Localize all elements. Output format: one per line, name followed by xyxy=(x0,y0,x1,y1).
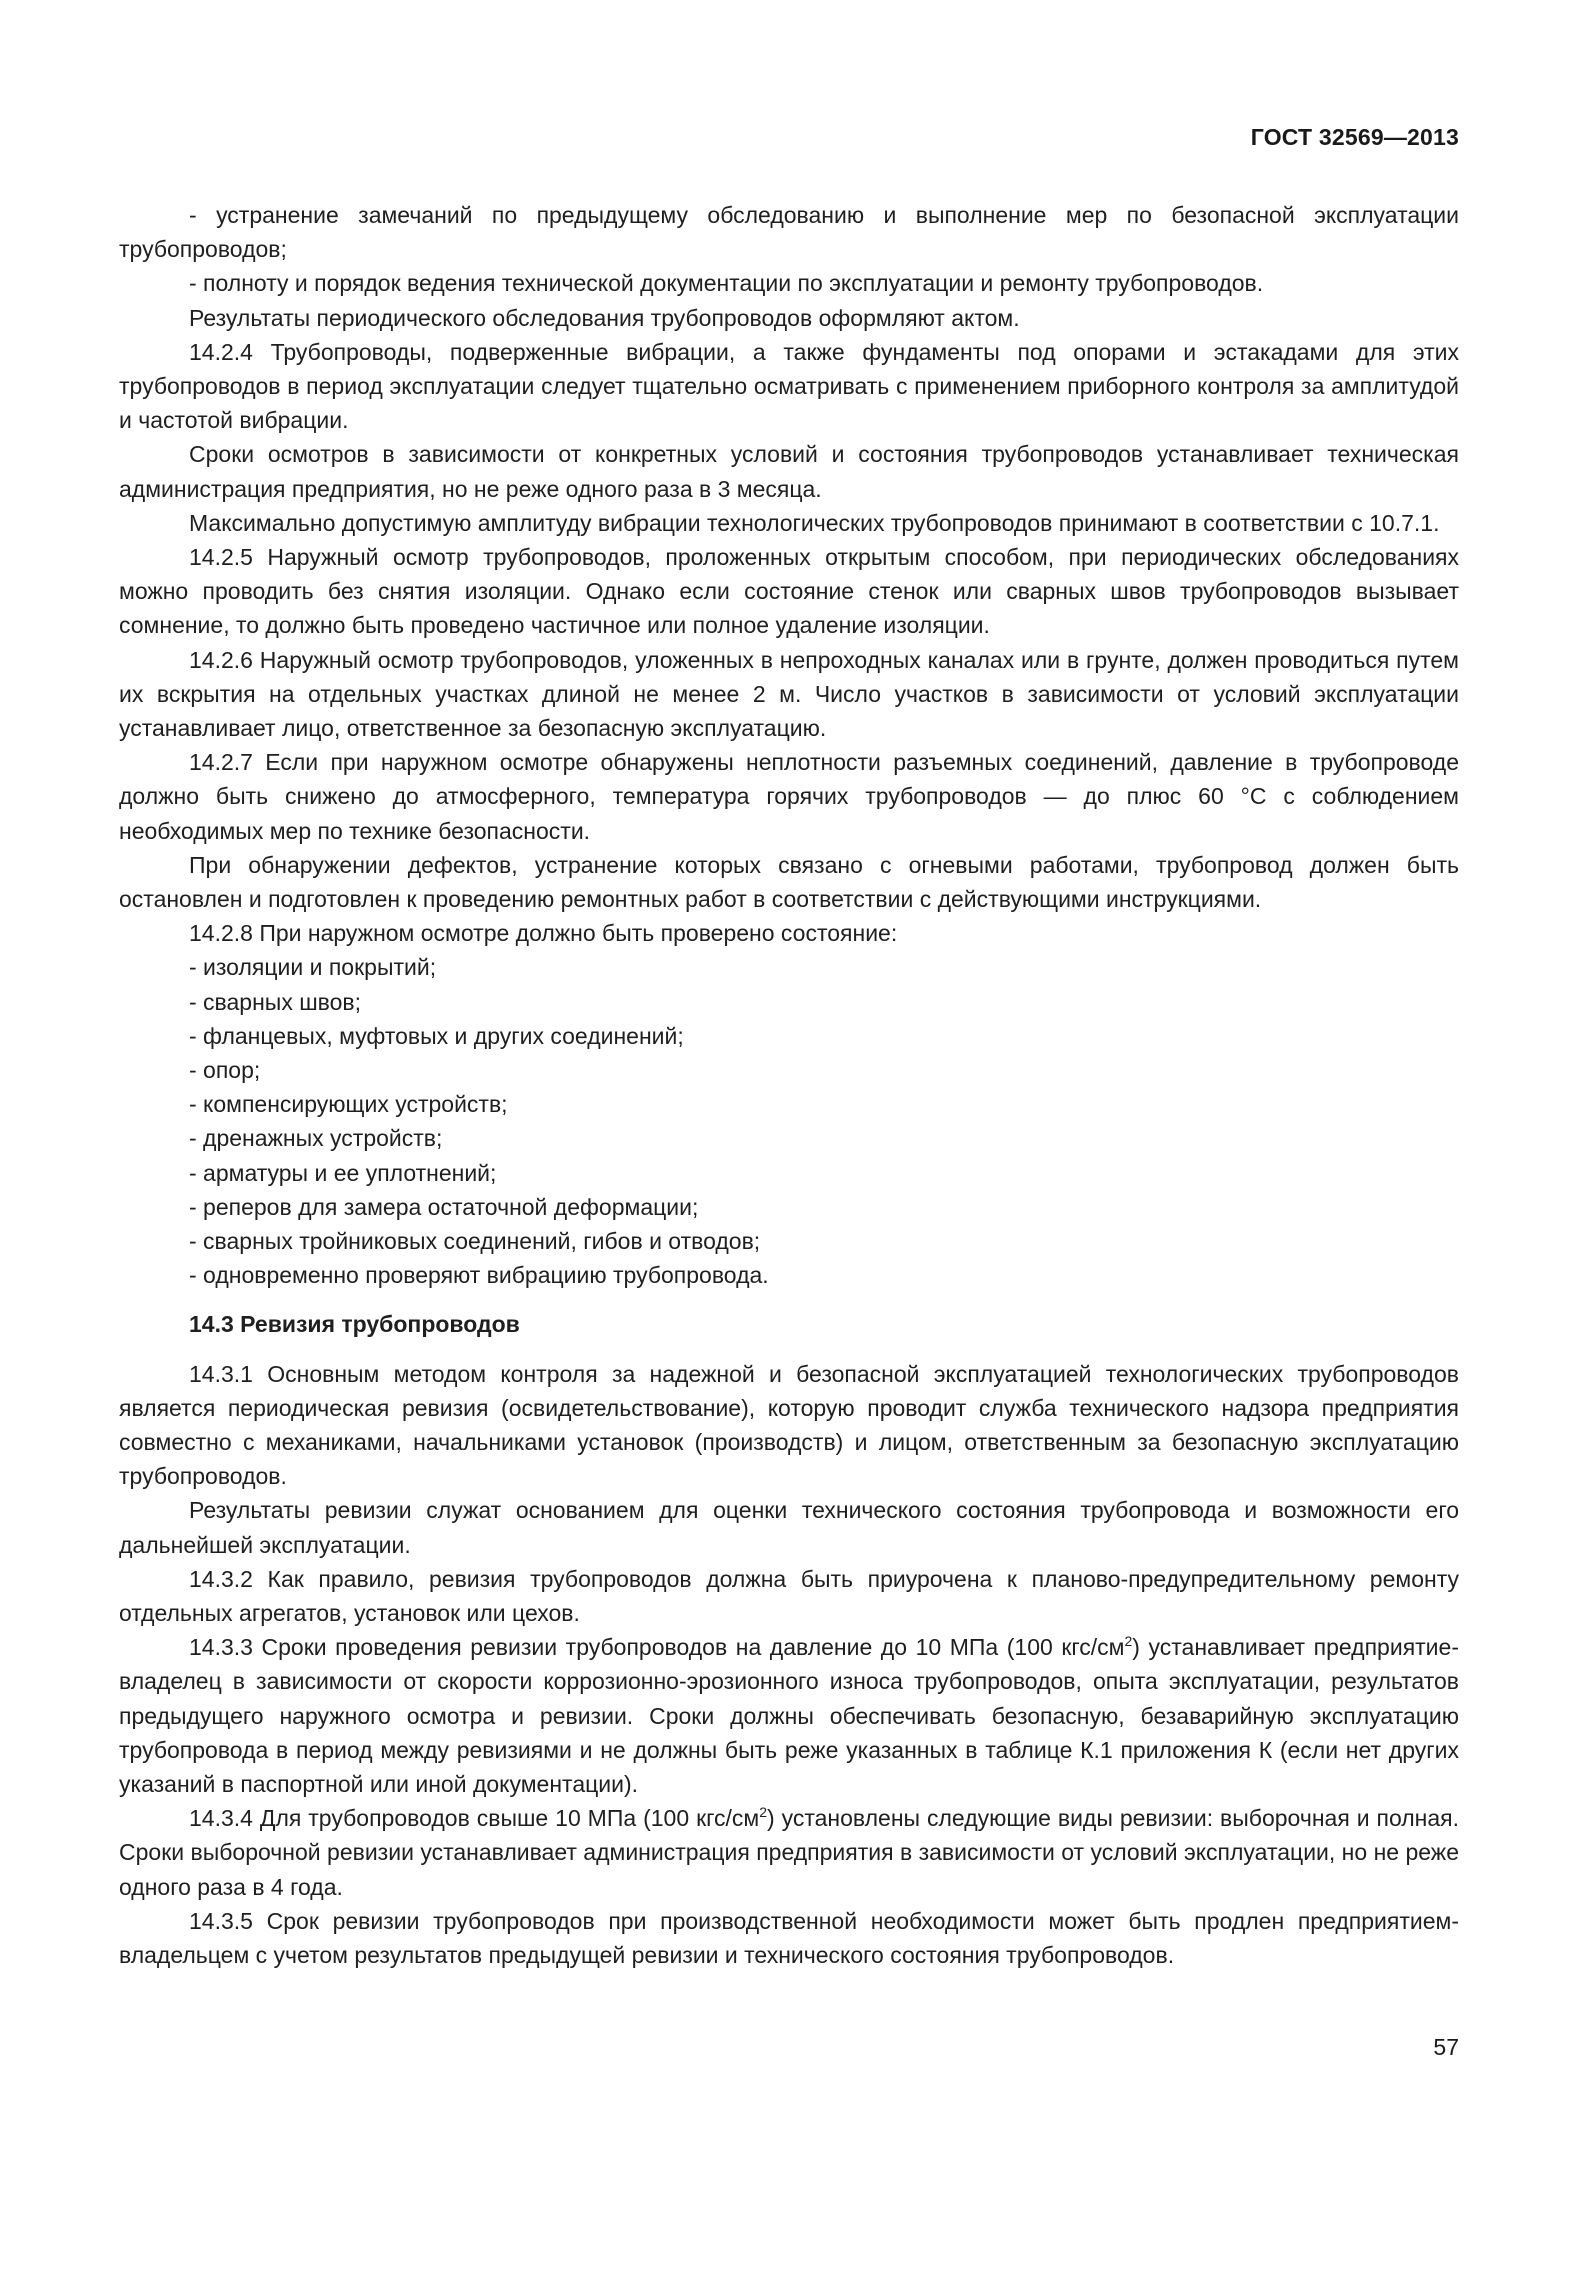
checklist-item: - одновременно проверяют вибрациию трубопровода. xyxy=(189,1262,769,1289)
paragraph: - устранение замечаний по предыдущему обследованию и выполнение мер по безопасной эксплуатации трубопроводов; xyxy=(119,202,1459,263)
superscript: 2 xyxy=(759,1804,768,1821)
checklist-item: - арматуры и ее уплотнений; xyxy=(189,1159,497,1186)
checklist-item: - сварных швов; xyxy=(189,988,362,1015)
checklist-item: - сварных тройниковых соединений, гибов и отводов; xyxy=(189,1228,761,1255)
paragraph-text: ) устанавливает предприятие-владелец в зависимости от скорости коррозионно-эрозионного износа трубопроводов, опыта эксплуатации, результатов предыдущего наружного осмотра и ревизии. Сроки должны обеспечивать безопасную, безаварийную эксплуатацию трубопровода в период между ревизиями и не должны быть реже указанных в таблице К.1 приложения К (если нет других указаний в паспортной или иной документации). xyxy=(119,1634,1459,1797)
checklist-item: - изоляции и покрытий; xyxy=(189,954,437,981)
paragraph-14-2-8: 14.2.8 При наружном осмотре должно быть проверено состояние: xyxy=(189,920,898,947)
paragraph-14-2-5: 14.2.5 Наружный осмотр трубопроводов, проложенных открытым способом, при периодических обследованиях можно проводить без снятия изоляции. Однако если состояние стенок или сварных швов трубопроводов вызывает сомнение, то должно быть проведено частичное или полное удаление изоляции. xyxy=(119,544,1459,639)
paragraph-14-3-4 xyxy=(119,1801,1459,1904)
paragraph-text: 14.3.4 Для трубопроводов свыше 10 МПа (100 кгс/см xyxy=(189,1805,760,1832)
document-body xyxy=(119,198,1459,1972)
paragraph: Результаты периодического обследования трубопроводов оформляют актом. xyxy=(189,304,1020,331)
document-code: ГОСТ 32569—2013 xyxy=(1250,124,1459,150)
paragraph-14-3-5: 14.3.5 Срок ревизии трубопроводов при производственной необходимости может быть продлен предприятием-владельцем с учетом результатов предыдущей ревизии и технического состояния трубопроводов. xyxy=(119,1907,1459,1968)
paragraph: Максимально допустимую амплитуду вибрации технологических трубопроводов принимают в соответствии с 10.7.1. xyxy=(189,509,1440,536)
checklist-item: - компенсирующих устройств; xyxy=(189,1091,508,1118)
superscript: 2 xyxy=(1124,1633,1133,1650)
paragraph-text: ) установлены следующие виды ревизии: выборочная и полная. Сроки выборочной ревизии устанавливает администрация предприятия в зависимости от условий эксплуатации, но не реже одного раза в 4 года. xyxy=(119,1805,1459,1900)
paragraph-14-3-2: 14.3.2 Как правило, ревизия трубопроводов должна быть приурочена к планово-предупредительному ремонту отдельных агрегатов, установок или цехов. xyxy=(119,1565,1459,1626)
checklist-item: - фланцевых, муфтовых и других соединений; xyxy=(189,1022,684,1049)
paragraph: При обнаружении дефектов, устранение которых связано с огневыми работами, трубопровод должен быть остановлен и подготовлен к проведению ремонтных работ в соответствии с действующими инструкциями. xyxy=(119,851,1459,913)
paragraph-14-3-1: 14.3.1 Основным методом контроля за надежной и безопасной эксплуатацией технологических трубопроводов является периодическая ревизия (освидетельствование), которую проводит служба технического надзора предприятия совместно с механиками, начальниками установок (производств) и лицом, ответственным за безопасную эксплуатацию трубопроводов. xyxy=(119,1360,1459,1490)
checklist-item: - опор; xyxy=(189,1057,261,1084)
checklist-item: - реперов для замера остаточной деформации; xyxy=(189,1193,699,1220)
paragraph-14-2-6: 14.2.6 Наружный осмотр трубопроводов, уложенных в непроходных каналах или в грунте, должен проводиться путем их вскрытия на отдельных участках длиной не менее 2 м. Число участков в зависимости от условий эксплуатации устанавливает лицо, ответственное за безопасную эксплуатацию. xyxy=(119,646,1459,742)
paragraph-14-3-3 xyxy=(119,1630,1459,1801)
paragraph-14-2-7: 14.2.7 Если при наружном осмотре обнаружены неплотности разъемных соединений, давление в трубопроводе должно быть снижено до атмосферного, температура горячих трубопроводов — до плюс 60 °С с соблюдением необходимых мер по технике безопасности. xyxy=(119,749,1459,844)
paragraph: Результаты ревизии служат основанием для оценки технического состояния трубопровода и возможности его дальнейшей эксплуатации. xyxy=(119,1497,1459,1558)
paragraph: Сроки осмотров в зависимости от конкретных условий и состояния трубопроводов устанавливает техническая администрация предприятия, но не реже одного раза в 3 месяца. xyxy=(119,441,1459,502)
paragraph: - полноту и порядок ведения технической документации по эксплуатации и ремонту трубопроводов. xyxy=(189,270,1264,297)
page-number: 57 xyxy=(1433,2034,1459,2060)
paragraph-14-2-4: 14.2.4 Трубопроводы, подверженные вибрации, а также фундаменты под опорами и эстакадами для этих трубопроводов в период эксплуатации следует тщательно осматривать с применением приборного контроля за амплитудой и частотой вибрации. xyxy=(119,338,1459,434)
checklist-item: - дренажных устройств; xyxy=(189,1125,443,1152)
paragraph-text: 14.3.3 Сроки проведения ревизии трубопроводов на давление до 10 МПа (100 кгс/см xyxy=(189,1634,1125,1661)
section-heading: 14.3 Ревизия трубопроводов xyxy=(189,1310,520,1337)
